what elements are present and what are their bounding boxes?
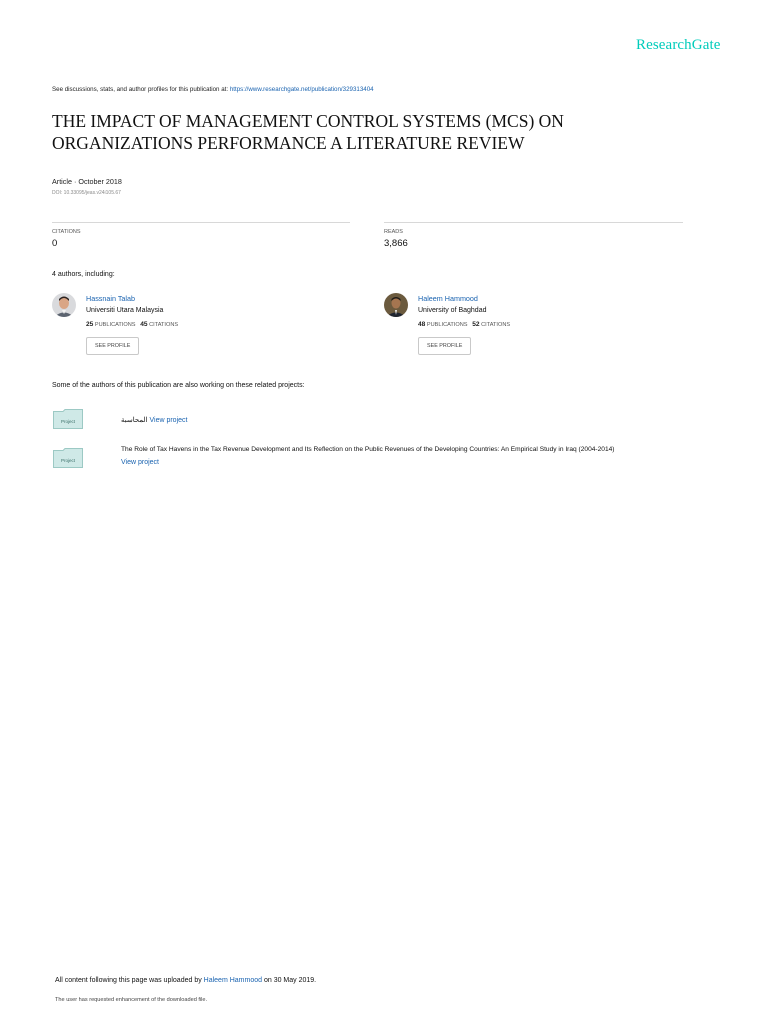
publications-count: 48	[418, 321, 426, 328]
related-projects-header: Some of the authors of this publication are also working on these related projects:	[52, 382, 305, 389]
folder-icon	[53, 409, 83, 429]
see-profile-button[interactable]: SEE PROFILE	[418, 337, 471, 355]
author-avatar-hassnain-talab[interactable]	[52, 293, 76, 317]
citations-value: 0	[52, 238, 58, 249]
project-folder-icon	[53, 448, 83, 466]
author-stats	[86, 321, 178, 328]
author-name-hassnain-talab[interactable]: Hassnain Talab	[86, 294, 136, 303]
reads-value: 3,866	[384, 238, 408, 249]
reads-divider	[384, 222, 683, 223]
person-photo-icon	[52, 293, 76, 317]
researchgate-logo[interactable]: ResearchGate	[636, 37, 721, 53]
see-profile-button[interactable]: SEE PROFILE	[86, 337, 139, 355]
publications-label: PUBLICATIONS	[94, 322, 136, 328]
project-title: المحاسبة	[121, 417, 148, 424]
citations-label: CITATIONS	[149, 322, 179, 328]
publications-count: 25	[86, 321, 94, 328]
project-folder-icon	[53, 409, 83, 427]
upload-suffix: on 30 May 2019.	[262, 977, 317, 984]
author-avatar-haleem-hammood[interactable]	[384, 293, 408, 317]
authors-header: 4 authors, including:	[52, 271, 115, 278]
discussion-line	[52, 86, 374, 93]
publications-label: PUBLICATIONS	[426, 322, 468, 328]
enhancement-note: The user has requested enhancement of the downloaded file.	[55, 997, 208, 1003]
citations-count: 52	[472, 321, 480, 328]
citations-label: CITATIONS	[481, 322, 511, 328]
doi-text: DOI: 10.33095/jeas.v24i105.67	[52, 190, 121, 196]
author-affiliation: University of Baghdad	[418, 307, 487, 314]
article-type-date: Article · October 2018	[52, 177, 122, 186]
folder-label: Project	[60, 419, 76, 424]
publication-url-link[interactable]: https://www.researchgate.net/publication/329313404	[229, 86, 374, 93]
citations-label: CITATIONS	[52, 229, 81, 235]
discussion-prefix: See discussions, stats, and author profiles for this publication at:	[52, 86, 230, 93]
reads-label: READS	[384, 229, 403, 235]
person-photo-icon	[384, 293, 408, 317]
view-project-link[interactable]: View project	[121, 459, 160, 466]
author-affiliation: Universiti Utara Malaysia	[86, 307, 164, 314]
upload-info	[55, 977, 316, 984]
author-name-haleem-hammood[interactable]: Haleem Hammood	[418, 294, 478, 303]
folder-icon	[53, 448, 83, 468]
upload-prefix: All content following this page was uploaded by	[55, 977, 204, 984]
project-title: The Role of Tax Havens in the Tax Revenue Development and Its Reflection on the Public Revenues of the Developing Countries: An Empirical Study in Iraq (2004-2014)	[121, 446, 615, 453]
project-item	[121, 416, 187, 424]
view-project-link[interactable]: View project	[149, 417, 188, 424]
author-stats	[418, 321, 510, 328]
citations-count: 45	[140, 321, 148, 328]
citations-divider	[52, 222, 350, 223]
publication-title: THE IMPACT OF MANAGEMENT CONTROL SYSTEMS (MCS) ON ORGANIZATIONS PERFORMANCE A LITERATURE REVIEW	[52, 111, 564, 153]
uploader-link[interactable]: Haleem Hammood	[203, 977, 263, 984]
folder-label: Project	[60, 458, 76, 463]
